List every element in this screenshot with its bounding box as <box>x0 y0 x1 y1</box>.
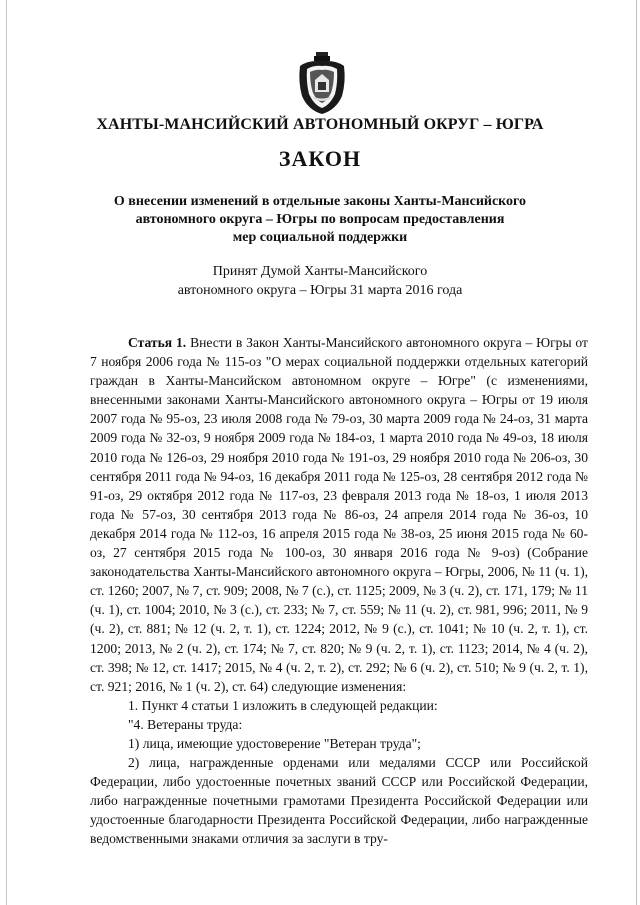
adoption-note <box>100 262 540 300</box>
coat-of-arms-icon <box>296 52 348 116</box>
article-label: Статья 1. <box>128 335 187 350</box>
document-type: ЗАКОН <box>278 146 362 171</box>
scan-edge-right <box>636 0 637 905</box>
scan-edge-left <box>6 0 7 905</box>
article-1-paragraph <box>90 333 588 696</box>
article-text: Внести в Закон Ханты-Мансийского автономного округа – Югры от 7 ноября 2006 года № 115-оз "О мерах социальной поддержки отдельных категорий граждан в Ханты-Мансийском автономном округе – Югре" (с изменениями, внесенными законами Ханты-Мансийского автономного округа – Югры от 19 июля 2007 года № 95-оз, 23 июля 2008 года № 79-оз, 30 марта 2009 года № 24-оз, 31 марта 2009 года № 32-оз, 9 ноября 2009 года № 184-оз, 1 марта 2010 года № 49-оз, 18 июля 2010 года № 126-оз, 29 ноября 2010 года № 191-оз, 29 ноября 2010 года № 206-оз, 30 сентября 2011 года № 94-оз, 16 декабря 2011 года № 125-оз, 28 сентября 2012 года № 91-оз, 29 октября 2012 года № 117-оз, 23 февраля 2013 года № 18-оз, 1 июля 2013 года № 57-оз, 30 сентября 2013 года № 86-оз, 24 апреля 2014 года № 36-оз, 10 декабря 2014 года № 112-оз, 16 апреля 2015 года № 38-оз, 25 июня 2015 года № 60-оз, 27 сентября 2015 года № 100-оз, 30 января 2016 года № 9-оз) (Собрание законодательства Ханты-Мансийского автономного округа – Югры, 2006, № 11 (ч. 1), ст. 1260; 2007, № 7, ст. 909; 2008, № 7 (с.), ст. 1125; 2009, № 3 (ч. 2), ст. 171, 179; № 11 (ч. 1), ст. 1004; 2010, № 3 (с.), ст. 233; № 7, ст. 559; № 11 (ч. 2), ст. 981, 996; 2011, № 9 (ч. 2), ст. 881; № 12 (ч. 2, т. 1), ст. 1224; 2012, № 9 (с.), ст. 1041; № 10 (ч. 2, т. 1), ст. 1200; 2013, № 2 (ч. 2), ст. 174; № 7, ст. 820; № 9 (ч. 2, т. 1), ст. 1123; 2014, № 4 (ч. 2), ст. 398; № 12, ст. 1417; 2015, № 4 (ч. 2, т. 2), ст. 292; № 6 (ч. 2), ст. 510; № 9 (ч. 2, т. 1), ст. 921; 2016, № 1 (ч. 2), ст. 64) следующие изменения: <box>90 335 588 694</box>
law-subject <box>100 193 540 247</box>
body-paragraph: 1. Пункт 4 статьи 1 изложить в следующей редакции: <box>128 697 438 713</box>
body-paragraph: 2) лица, награжденные орденами или медалями СССР или Российской Федерации, либо удостоенные почетных званий СССР или Российской Федерации, либо награжденные почетными грамотами Президента Российской Федерации или удостоенные благодарности Президента Российской Федерации, либо награжденные ведомственными знаками отличия за заслуги в тру- <box>90 755 588 847</box>
law-subject-line: О внесении изменений в отдельные законы Ханты-Мансийского <box>113 194 527 209</box>
law-subject-line: автономного округа – Югры по вопросам предоставления <box>135 212 505 227</box>
adoption-line: автономного округа – Югры 31 марта 2016 года <box>177 283 463 298</box>
adoption-line: Принят Думой Ханты-Мансийского <box>212 264 428 279</box>
body-paragraph: 1) лица, имеющие удостоверение "Ветеран труда"; <box>128 735 421 751</box>
law-subject-line: мер социальной поддержки <box>232 230 408 245</box>
body-paragraph: "4. Ветераны труда: <box>128 716 243 732</box>
region-title: ХАНТЫ-МАНСИЙСКИЙ АВТОНОМНЫЙ ОКРУГ – ЮГРА <box>96 116 544 133</box>
law-body <box>90 333 588 849</box>
